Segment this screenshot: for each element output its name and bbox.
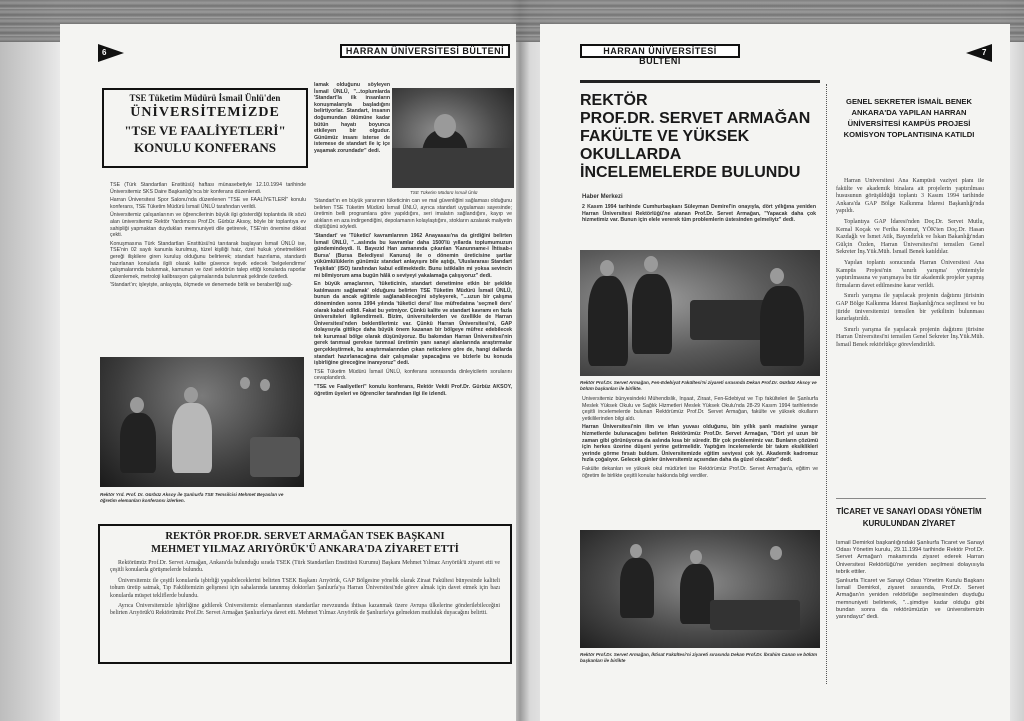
- conference-paragraph: TSE Tüketim Müdürü İsmail ÜNLÜ, konferans sonrasında dinleyicilerin sorularını cevaplandırdı.: [314, 368, 512, 382]
- article-intro: 2 Kasım 1994 tarihinde Cumhurbaşkanı Süleyman Demirel'in onayıyla, dört yıllığına yeniden Harran Üniversitesi Rektörlüğü'ne atanan Prof.Dr. Servet Armağan, "Yapacak daha çok hizmetimiz var. Bunun için elele vererek tüm problemlerin üstesinden gelmeliyiz" dedi.: [582, 204, 816, 224]
- rector-paragraph: Üniversitemiz bünyesindeki Mühendislik, İnşaat, Ziraat, Fen-Edebiyat ve Tıp fakülteleri ile Şanlıurfa Meslek Yüksek Okulu ve Sağlık Hizmetleri Meslek Yüksek Okulu'nda 28-29 Kasım 1994 tarihlerinde çeşitli incelemelerde bulunan Rektörümüz Prof.Dr. Servet Armağan, fakülte ve yüksek okulların yetkililerinden bilgi aldı.: [582, 396, 818, 422]
- byline: Haber Merkezi: [582, 194, 623, 200]
- audience-photo: [100, 357, 304, 487]
- visit-title-line2: MEHMET YILMAZ ARIYÖRÜK'Ü ANKARA'DA ZİYARET ETTİ: [151, 544, 459, 555]
- conference-paragraph: "TSE ve Faaliyetleri" konulu konferans, Rektör Vekili Prof.Dr. Gürbüz AKSOY, öğretim üyeleri ve öğrenciler tarafından ilgi ile izlendi.: [314, 384, 512, 397]
- visit-article-box: [98, 524, 512, 664]
- campus-paragraph: Sınırlı yarışma ile yapılacak projenin dağıtımı jürisine Harran Üniversitesi'ni temsilen Genel Sekreter İnş.Yük.Müh. İsmail Benek rektörlükçe görevlendirildi.: [836, 326, 984, 348]
- conference-title-line4: KONULU KONFERANS: [134, 140, 276, 155]
- headline-line: REKTÖR: [580, 92, 648, 109]
- conference-paragraph: Üniversitemiz çalışanlarının ve öğrencilerinin büyük ilgi gösterdiği toplantıda ilk sözü alan üniversitemiz Rektör Yardımcısı Prof.Dr. Gürbüz Aksoy, böyle bir toplantıya ev sahipliği yapmaktan duydukları memnuniyeti dile getirerek, TSE'nin önemine dikkat çekti.: [110, 212, 306, 239]
- visit-body: [110, 560, 500, 618]
- conference-column-1: [110, 182, 306, 348]
- faculty-visit-photo-1-caption: Rektör Prof.Dr. Servet Armağan, Fen-Edebiyat Fakültesi'ni ziyareti sırasında Dekan Prof.Dr. Gürbüz Aksoy ve bölüm başkanları ile birlikte.: [580, 380, 817, 391]
- headline-line: İNCELEMELERDE BULUNDU: [580, 164, 801, 181]
- conference-paragraph: TSE (Türk Standartları Enstitüsü) haftası münasebetiyle 12.10.1994 tarihinde Üniversitemiz SKS Daire Başkanlığı'nca bir konferans düzenlendi.: [110, 182, 306, 195]
- conference-title-line2: ÜNİVERSİTEMİZDE: [130, 105, 280, 120]
- section-divider: [836, 498, 986, 499]
- speaker-photo: [392, 88, 514, 188]
- speaker-photo-caption: TSE Tüketim Müdürü İsmail Ünlü: [410, 190, 478, 195]
- trade-chamber-title: TİCARET VE SANAYİ ODASI YÖNETİM KURULUNDAN ZİYARET: [836, 507, 982, 528]
- conference-paragraph: lamak olduğunu söyleyen İsmail ÜNLÜ, "...toplumlarda 'Standart'la ilk insanların konuşmalarıyla başladığını belirtiyorlar. Standart, insanın doğumundan ölümüne kadar bütün hayatı boyunca etkileyen bir olgudur. Günümüz insanı isterse de istemese de standart ile iç içe yaşamak zorundadır" dedi.: [314, 82, 390, 154]
- campus-paragraph: Sınırlı yarışma ile yapılacak projenin dağıtımı jürisinin GAP Bölge Kalkınma İdaresi Başkanlığı'nca seçilmesi ve bu jüride üniversitemizi temsilen bir yetkilinin bulunması kararlaştırıldı.: [836, 293, 984, 323]
- faculty-visit-photo-2: [580, 530, 820, 648]
- left-header: HARRAN ÜNİVERSİTESİ BÜLTENİ: [340, 44, 510, 58]
- conference-paragraph: Konuşmasına Türk Standartları Enstitüsü'nü tanıtarak başlayan İsmail ÜNLÜ ise, TSE'nin 02 sayılı kanunla kurulmuş, tüzel kişiliği haiz, özel hukuk yönetmelikleri gereği ilişkilere giren kuruluş olduğunu belirterek; standart hazırlama, standardı hazırlanan konularla ilgili olarak kalite güvence teşvik edecek 'belgelendirme' çalışmalarında bulunmak, kamunun ve özel sektörün talep ettiği konularda raporlar düzenlemek, metroloji kalibrasyon çalışmalarında bulunmak şeklinde özetledi.: [110, 240, 306, 280]
- headline-rule: [580, 80, 820, 83]
- campus-paragraph: Yapılan toplantı sonucunda Harran Üniversitesi Ana Kampüs Projesi'nin 'sınırlı yarışma' yöntemiyle yaptırılmasına ve yarışmaya bu tür akademik projeler yapmış firmaların davet edilmesine karar verildi.: [836, 259, 984, 289]
- trade-paragraph: Şanlıurfa Ticaret ve Sanayi Odası Yönetim Kurulu Başkanı İsmail Demirkol, ziyaret sırasında, Prof.Dr. Servet Armağan'ın yeniden rektörlüğe seçilmesinden duyduğu memnuniyeti belirterek, "...şimdiye kadar olduğu gibi bundan sonra da rektörümüzün ve üniversitemizin yanındayız" dedi.: [836, 578, 984, 621]
- rector-paragraph: Harran Üniversitesi'nin ilim ve irfan yuvası olduğunu, bin yıllık şanlı mazisine yaraşır hizmetlerde bulunacağını belirten Rektörümüz Prof.Dr. Servet Armağan, "Dört yıl uzun bir zaman gibi görünüyorsa da aslında kısa bir süredir. Bir çok problemimiz var. Bunların çözümü için herkes üzerine düşeni yerine getirmelidir. Yaptığım incelemelerde bir takım eksiklikleri yerinde görme fırsatı buldum. Üniversitemizde eğitim seviyesi çok iyi. Akademik kadromuz hızla çoğalıyor. Gelecek günler üniversitemiz açısından daha da güzel olacaktır" dedi.: [582, 424, 818, 464]
- campus-paragraph: Toplantıya GAP İdaresi'nden Doç.Dr. Servet Mutlu, Kemal Koçak ve Feriha Komut, YÖK'ten Doç.Dr. Hasan Kazdağlı ve İsmet Atik, Bayındırlık ve İskan Bakanlığı'ndan Gülçin Özden, Harran Üniversitesi'ni temsilen Genel Sekreter İnş.Yük.Müh. İsmail Benek katıldılar.: [836, 218, 984, 256]
- headline-line: OKULLARDA: [580, 146, 682, 163]
- conference-title-line1: TSE Tüketim Müdürü İsmail Ünlü'den: [129, 93, 281, 103]
- conference-title-box: [102, 88, 308, 168]
- rector-paragraph: Fakülte dekanları ve yüksek okul müdürleri ise Rektörümüz Prof.Dr. Servet Armağan'a, eğitim ve öğretim ile birlikte çeşitli konular hakkında bilgi verdiler.: [582, 465, 818, 479]
- right-page-number: 7: [982, 48, 987, 57]
- left-page-number: 6: [102, 48, 107, 57]
- visit-title-line1: REKTÖR PROF.DR. SERVET ARMAĞAN TSEK BAŞKANI: [165, 531, 445, 542]
- conference-paragraph: En büyük amaçlarının, 'tüketicinin, standart denetimine etkin bir şekilde katılmasını sağlamak' olduğunu belirten TSE Tüketim Müdürü İsmail ÜNLÜ, bunun da ancak eğitimle sağlanabileceğini söyleyerek, "...uzun bir çalışma döneminden sonra 1994 yılında 'tüketici dersi' lise müfredatına 'seçmeli ders' olarak kabul edildi. Fakat bu yetmiyor. Çünkü kalite ve standart kavramı en fazla üniversiteleri ilgilendirmeli. Bizim, üniversitelerden ve özellikle de Harran Üniversitesi'nden beklentilerimiz var. Çünkü Harran Üniversitesi'ni, GAP dolayısıyla gittikçe daha büyük önem kazanan bir bölgeye müfrez edebilecek tek kurumsal bölge olarak düşünüyoruz. Bu bakımdan Harran Üniversitesi'nin gerek tarımsal gerekse tarımsal üretimin yanı sanayi alanlarında araştırmalar gerçekleştirmek, bu araştırmalarından çıkan neticelere göre de, hangi dallarda standart hazırlanacağına dair çalışmalar yapacağına ve bizlerle bu konuda işbirliğine gireceğine inanıyoruz" dedi.: [314, 281, 512, 367]
- conference-column-2: [314, 82, 390, 194]
- trade-chamber-body: [836, 540, 984, 670]
- trade-paragraph: İsmail Demirkol başkanlığındaki Şanlıurfa Ticaret ve Sanayi Odası Yönetim kurulu, 29.11.1994 tarihinde Rektör Prof.Dr. Servet Armağan'ı makamında ziyaret ederek Harran Üniversitesi Rektörlüğü'ne yeniden seçilmesi dolayısıyla tebrik ettiler.: [836, 540, 984, 575]
- conference-paragraph: 'Standart'ın; işleyişte, anlayışta, ölçmede ve denemede birlik ve beraberliği sağ-: [110, 282, 293, 289]
- conference-paragraph: 'Standart'ın en büyük yararının tüketicinin can ve mal güvenliğini sağlaması olduğunu belirten TSE Tüketim Müdürü İsmail ÜNLÜ, ayrıca standart uygulaması sayesinde; üretimin belli programlara göre yapıldığını, seri imalatın sağlandığını, kayıp ve atıkların en aza indirgendiğini, depolamanın kolaylaştığını, stokların azalarak maliyetin düştüğünü söyledi.: [314, 198, 512, 231]
- rector-body: [582, 396, 818, 526]
- headline-line: FAKÜLTE VE YÜKSEK: [580, 128, 750, 145]
- right-header: HARRAN ÜNİVERSİTESİ BÜLTENİ: [580, 44, 740, 58]
- visit-paragraph: Rektörümüz Prof.Dr. Servet Armağan, Ankara'da bulunduğu sırada TSEK (Türk Standartları Enstitüsü Kurumu) Başkanı Mehmet Yılmaz Arıyörük'ü ziyaret etti ve çeşitli konularda görüşmelerde bulundu.: [110, 560, 500, 574]
- conference-paragraph: 'Standart' ve 'Tüketici' kavramlarının 1962 Anayasası'na da girdiğini belirten İsmail ÜNLÜ, "...aslında bu kavramlar daha 1500'lü yıllarda toplumumuzun gündemindeydi. II. Bayezid Han zamanında çıkarılan 'Kanunname-i İhtisab-ı Bursa' (Bursa Belediyesi Kanunu) ile o dönemin üreticisine şartlar yükümlülüklerin günümüz standart anlayışını bile aştığı, 'Uluslararası Standart Teşkilatı' (ISO) tarafından kabul edilmektedir. Bunu istiklalin mi yoksa sevincin mi bilmiyorum ama bugün hâlâ o seviyeyi yakalamağa çalışıyoruz" dedi.: [314, 232, 512, 279]
- campus-project-title: GENEL SEKRETER İSMAİL BENEK ANKARA'DA YAPILAN HARRAN ÜNİVERSİTESİ KAMPÜS PROJESİ KOMİSYON TOPLANTISINA KATILDI: [843, 97, 975, 139]
- main-headline: [580, 92, 820, 182]
- visit-paragraph: Ayrıca Üniversitemizle işbirliğine gidilerek Üniversitemiz elemanlarının standartlar mevzuunda ihtisas kazanmak üzere Avrupa ülkelerine gönderilebileceğini belirten Arıyörük'ü Rektörümüz Prof.Dr. Servet Armağan Şanlıurfa'ya davet etti. Mehmet Yılmaz Arıyörük de Şanlıurfa'ya gelmekten mutluluk duyacağını belirtti.: [110, 603, 500, 617]
- campus-project-body: [836, 178, 984, 488]
- visit-paragraph: Üniversitemiz ile çeşitli konularda işbirliği yapabileceklerini belirten TSEK Başkanı Arıyörük, GAP Bölgesine yönelik olarak Ziraat Fakültesi bünyesinde kaliteli tohum üretip satmak, Tıp Fakültemizin gelişmesi için sahalarında tanınmış doktorları Şanlıurfa'ya Harran Üniversitesi'nde görev almak için davet etmek için bazı konularda müspet tekliflerde bulundu.: [110, 577, 500, 599]
- conference-paragraph: Harran Üniversitesi Spor Salonu'nda düzenlenen "TSE ve FAALİYETLERİ" konulu konferans, TSE Tüketim Müdürü İsmail ÜNLÜ tarafından verildi.: [110, 197, 306, 210]
- column-divider: [826, 84, 827, 684]
- faculty-visit-photo-2-caption: Rektör Prof.Dr. Servet Armağan, İktisat Fakültesi'ni ziyareti sırasında Dekan Prof.Dr. İbrahim Canan ve bölüm başkanları ile birlikte: [580, 652, 818, 663]
- campus-paragraph: Harran Üniversitesi Ana Kampüsü vaziyet planı ile fakülte ve akademik binalara ait projelerin yaptırılması hususunun görüşüldüğü toplantı 3 Kasım 1994 tarihinde Ankara'da GAP Bölge Kalkınma İdaresi Başkanlığı'nda yapıldı.: [836, 178, 984, 215]
- audience-photo-caption: Rektör Yrd. Prof. Dr. Gürbüz Aksoy ile Şanlıurfa TSE Temsilcisi Mehmet Beyaslan ve öğretim elemanları konferansı izlerken.: [100, 492, 284, 503]
- conference-title-line3: "TSE VE FAALİYETLERİ": [124, 123, 286, 138]
- faculty-visit-photo-1: [580, 250, 820, 376]
- conference-column-3: [314, 198, 512, 514]
- headline-line: PROF.DR. SERVET ARMAĞAN: [580, 110, 811, 127]
- page-arrow-right: [966, 44, 992, 62]
